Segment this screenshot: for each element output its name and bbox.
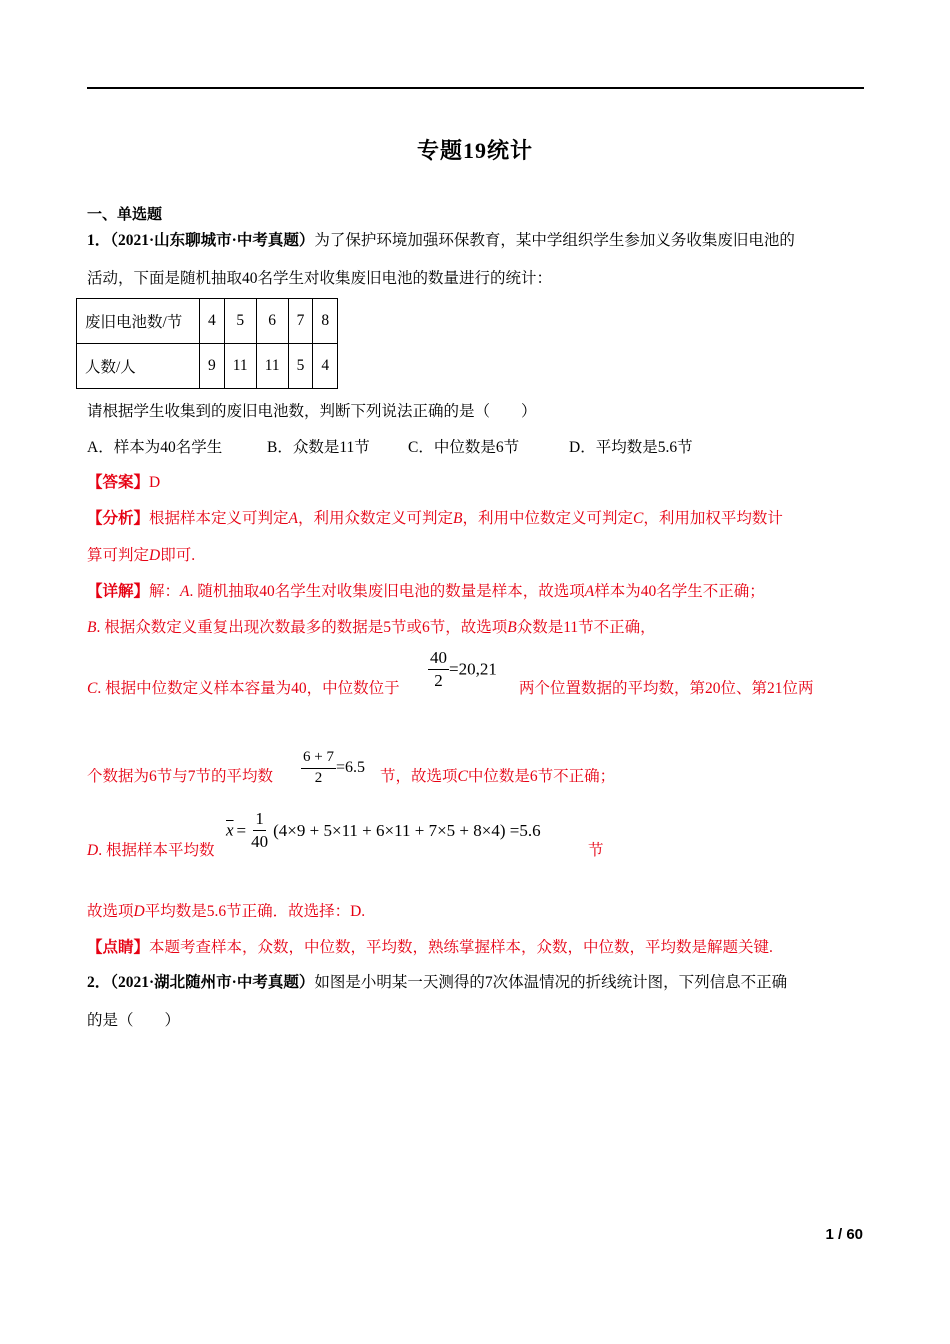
option-d: D．平均数是5.6节 [569, 439, 693, 456]
q2-number: 2． [87, 974, 111, 991]
fraction [249, 808, 270, 853]
fraction-denominator: 40 [251, 832, 269, 852]
q2-stem-line2: 的是（ ） [87, 1012, 181, 1029]
q1-detail-line3-tail: 两个位置数据的平均数，第20位、第21位两 [519, 680, 814, 697]
fraction-denominator: 2 [434, 671, 443, 691]
q1-source: （2021·山东聊城市·中考真题） [110, 232, 315, 249]
table-row [77, 299, 338, 344]
comment-label: 【点睛】 [87, 939, 150, 956]
mean-formula [226, 808, 541, 853]
page-title: 专题19统计 [416, 138, 533, 163]
option-letter: B [453, 510, 463, 527]
fraction-numerator: 6 + 7 [301, 748, 336, 769]
table-cell: 7 [288, 299, 313, 344]
q1-stem-line2: 活动，下面是随机抽取40名学生对收集废旧电池的数量进行的统计： [87, 270, 553, 287]
q1-detail-line2 [87, 615, 656, 637]
table-cell: 9 [200, 344, 225, 389]
detail-text: 故选项 [87, 903, 134, 920]
detail-text: 众数是11节不正确， [516, 619, 656, 636]
option-letter: A [584, 583, 595, 600]
option-letter: D [133, 903, 145, 920]
option-letter: A [288, 510, 298, 527]
equals-sign: = [236, 820, 247, 840]
option-letter: A [180, 583, 190, 600]
q1-analysis-line2 [87, 543, 195, 565]
fraction-numerator: 1 [253, 808, 266, 831]
fraction-numerator: 40 [428, 647, 449, 670]
mean-symbol: $\overline{x}$ [226, 820, 234, 840]
table-row-header: 人数/人 [77, 344, 200, 389]
q2-stem-line1 [87, 970, 787, 992]
option-c: C．中位数是6节 [408, 439, 520, 456]
q2-source: （2021·湖北随州市·中考真题） [110, 974, 315, 991]
q1-detail-line3 [87, 676, 400, 698]
option-letter: B [87, 619, 97, 636]
table-cell: 5 [288, 344, 313, 389]
fraction [301, 748, 336, 788]
option-letter: C [633, 510, 644, 527]
table-cell: 4 [200, 299, 225, 344]
detail-text: 样本为40名学生不正确； [594, 583, 765, 600]
table-cell: 4 [313, 344, 338, 389]
answer-label: 【答案】 [87, 474, 150, 491]
q1-detail-line6 [87, 899, 365, 921]
detail-text: 解： [149, 583, 181, 600]
fraction [428, 647, 449, 692]
option-letter: D [87, 842, 99, 859]
detail-text: 节，故选项 [380, 768, 458, 785]
mean-unit: 节 [588, 842, 604, 859]
q1-detail-line4: 个数据为6节与7节的平均数 [87, 768, 274, 785]
detail-text: . 根据样本平均数 [98, 842, 215, 859]
comment-text: 本题考查样本，众数，中位数，平均数，熟练掌握样本，众数，中位数，平均数是解题关键. [149, 939, 773, 956]
q1-detail-line4-tail [380, 764, 615, 786]
option-a: A．样本为40名学生 [87, 439, 223, 456]
analysis-text: ，利用众数定义可判定 [298, 510, 454, 527]
table-cell: 11 [256, 344, 288, 389]
q2-stem-a: 如图是小明某一天测得的7次体温情况的折线统计图，下列信息不正确 [314, 974, 788, 991]
header-rule [87, 87, 864, 89]
option-letter: C [87, 680, 98, 697]
q1-stem-a: 为了保护环境加强环保教育，某中学组织学生参加义务收集废旧电池的 [314, 232, 795, 249]
detail-text: . 随机抽取40名学生对收集废旧电池的数量是样本，故选项 [189, 583, 585, 600]
formula-result: =20,21 [449, 659, 497, 679]
option-letter: C [457, 768, 468, 785]
analysis-text: ，利用中位数定义可判定 [462, 510, 633, 527]
median-position-formula [428, 647, 497, 692]
option-letter: D [149, 547, 161, 564]
q1-options [87, 435, 693, 457]
q1-stem-line1 [87, 228, 795, 250]
table-row-header: 废旧电池数/节 [77, 299, 200, 344]
mean-expression: (4×9 + 5×11 + 6×11 + 7×5 + 8×4) =5.6 [273, 820, 541, 840]
option-letter: B [507, 619, 517, 636]
table-cell: 8 [313, 299, 338, 344]
q1-number: 1． [87, 232, 111, 249]
q1-detail-line5 [87, 838, 214, 860]
table-cell: 6 [256, 299, 288, 344]
detail-text: . 根据众数定义重复出现次数最多的数据是5节或6节，故选项 [96, 619, 508, 636]
fraction-denominator: 2 [314, 769, 323, 786]
q1-comment [87, 935, 773, 957]
q1-prompt: 请根据学生收集到的废旧电池数，判断下列说法正确的是（ ） [87, 403, 537, 420]
analysis-text: ，利用加权平均数计 [643, 510, 783, 527]
q1-analysis-line1 [87, 506, 783, 528]
detail-label: 【详解】 [87, 583, 150, 600]
option-b: B．众数是11节 [267, 439, 370, 456]
page-number: 1 / 60 [825, 1226, 863, 1243]
table-cell: 11 [224, 344, 256, 389]
analysis-label: 【分析】 [87, 510, 150, 527]
formula-result: =6.5 [335, 759, 365, 776]
median-value-formula [301, 748, 365, 788]
section-heading: 一、单选题 [87, 207, 163, 223]
q1-detail-line1 [87, 579, 765, 601]
detail-text: . 根据中位数定义样本容量为40，中位数位于 [97, 680, 400, 697]
table-cell: 5 [224, 299, 256, 344]
table-row [77, 344, 338, 389]
battery-table [76, 298, 338, 389]
answer-value: D [149, 474, 161, 491]
q1-answer [87, 470, 160, 492]
analysis-text: 算可判定 [87, 547, 150, 564]
detail-text: 平均数是5.6节正确．故选择：D. [144, 903, 366, 920]
analysis-text: 即可. [160, 547, 196, 564]
analysis-text: 根据样本定义可判定 [149, 510, 289, 527]
detail-text: 中位数是6节不正确； [467, 768, 616, 785]
